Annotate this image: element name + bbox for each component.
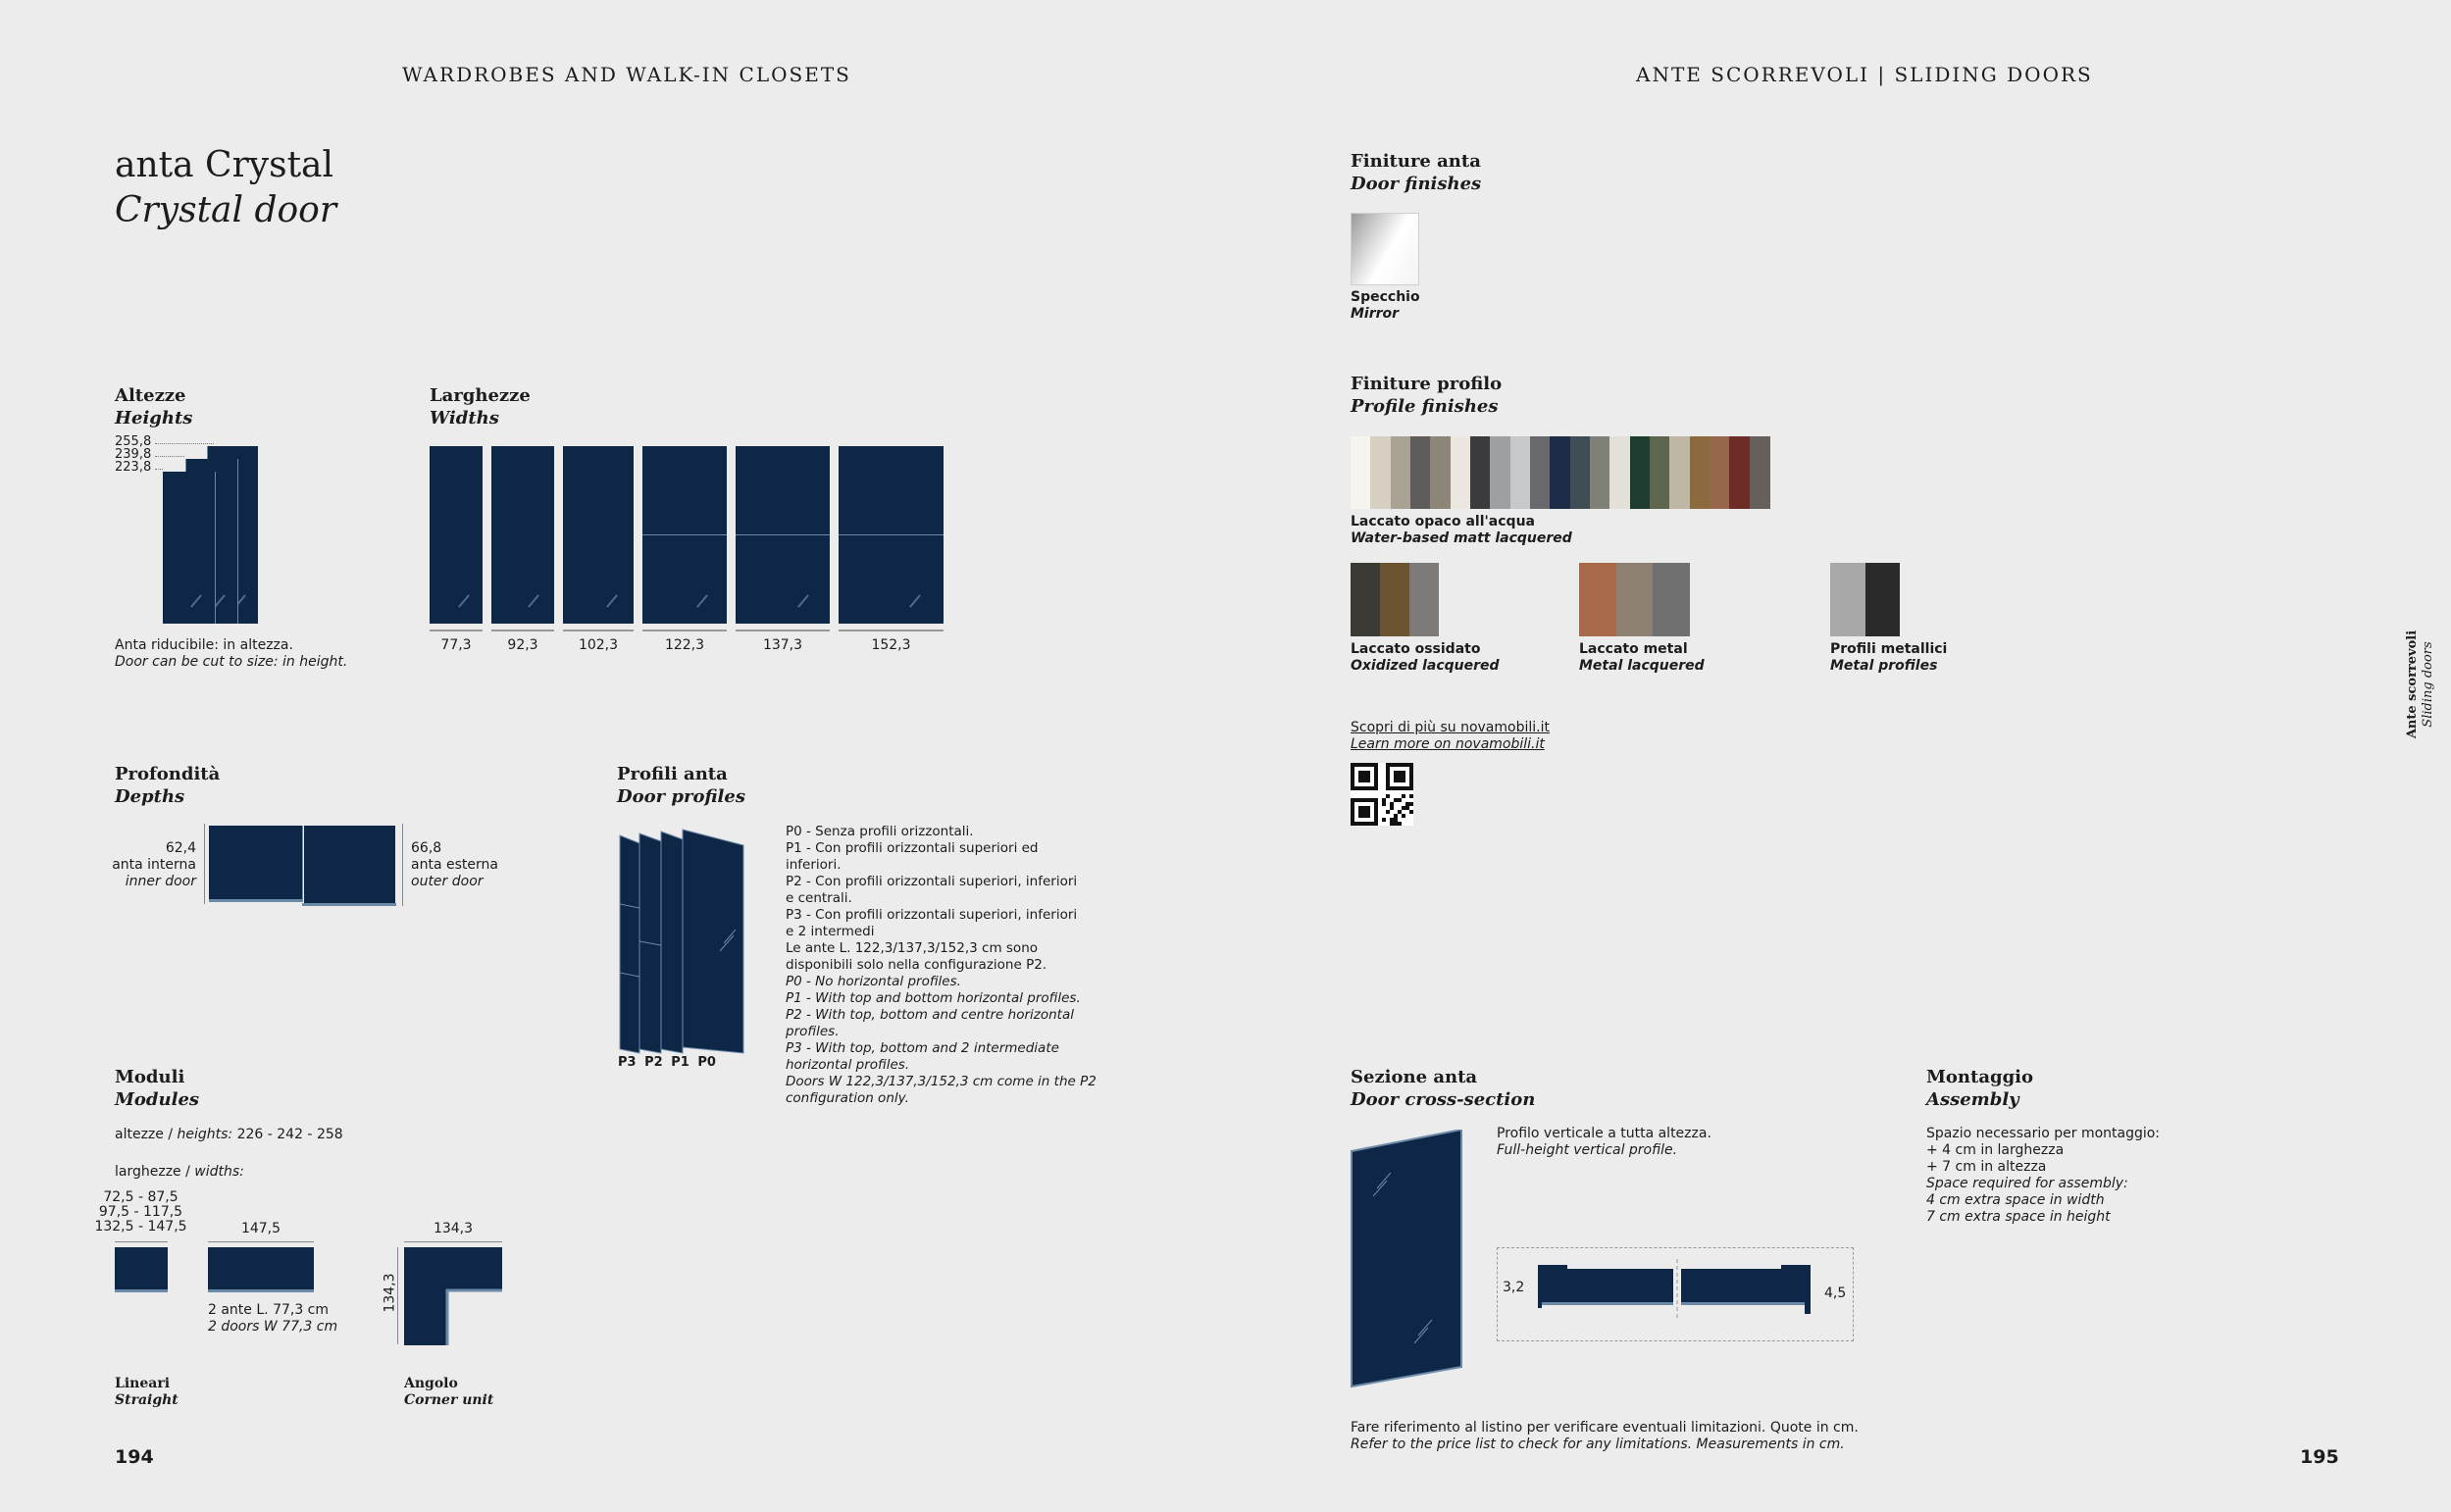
- qr-finder: [1358, 771, 1370, 782]
- corner-height: 134,3: [382, 1273, 398, 1313]
- height-values: [115, 435, 151, 474]
- door-finishes-heading: [1351, 150, 1481, 195]
- profiles-text-en: configuration only.: [786, 1090, 909, 1106]
- metal-profiles-swatch-strip: [1830, 563, 1900, 636]
- modules-widths-en: widths:: [194, 1164, 244, 1180]
- door-finishes-label-en: Door finishes: [1351, 174, 1482, 194]
- profile-door-p3: [620, 835, 639, 1053]
- corner-label: [404, 1376, 493, 1409]
- oxidized-label-it: Laccato ossidato: [1351, 641, 1481, 657]
- qr-code[interactable]: [1351, 763, 1413, 826]
- color-swatch: [1865, 563, 1901, 636]
- mirror-swatch: [1351, 213, 1419, 285]
- profiles-text-it: P0 - Senza profili orizzontali.: [786, 824, 974, 839]
- height-value: 255,8: [115, 434, 152, 449]
- modules-label-it: Moduli: [115, 1067, 185, 1087]
- profile-code: P3: [618, 1055, 637, 1070]
- metal-label-en: Metal lacquered: [1579, 658, 1705, 674]
- color-swatch: [1451, 436, 1471, 509]
- page-number-left: 194: [115, 1446, 154, 1468]
- qr-module: [1386, 794, 1390, 798]
- color-swatch: [1510, 436, 1531, 509]
- side-tab: [2405, 616, 2440, 753]
- depth-outer-track: [302, 903, 396, 906]
- modules-widths-it: larghezze /: [115, 1164, 195, 1180]
- qr-finder: [1358, 806, 1370, 818]
- footer-note-en: Refer to the price list to check for any limitations. Measurements in cm.: [1351, 1436, 1845, 1452]
- heights-label-en: Heights: [115, 408, 193, 428]
- qr-module: [1409, 794, 1413, 798]
- profile-door-p0: [683, 830, 743, 1053]
- section-note-it: Profilo verticale a tutta altezza.: [1497, 1126, 1711, 1141]
- color-swatch: [1830, 563, 1865, 636]
- profiles-label-en: Door profiles: [617, 786, 745, 807]
- profiles-label-it: Profili anta: [617, 764, 728, 784]
- depth-outer-value: 66,8: [411, 840, 442, 856]
- module-double: [208, 1247, 314, 1289]
- side-tab-it: Ante scorrevoli: [2405, 630, 2420, 739]
- qr-module: [1382, 802, 1386, 806]
- height-leader: [155, 443, 214, 444]
- depth-outer-door: [304, 826, 395, 903]
- qr-module: [1390, 806, 1394, 810]
- assembly-line-en: 4 cm extra space in width: [1926, 1192, 2105, 1208]
- corner-label-en: Corner unit: [404, 1392, 494, 1408]
- profiles-text-en: P1 - With top and bottom horizontal profiles.: [786, 990, 1081, 1006]
- door-width-92: [491, 446, 554, 624]
- mirror-label: [1351, 289, 1420, 323]
- color-swatch: [1630, 436, 1651, 509]
- section-door-illustration: [1350, 1130, 1467, 1388]
- oxidized-label-en: Oxidized lacquered: [1351, 658, 1500, 674]
- modules-heights: [115, 1127, 343, 1143]
- width-value: 122,3: [664, 637, 705, 653]
- single-width-rule: [115, 1241, 168, 1242]
- depth-outer-en: outer door: [411, 874, 484, 889]
- profile-panel-left: [1542, 1269, 1673, 1302]
- depth-inner-door: [209, 826, 303, 899]
- assembly-line-en: 7 cm extra space in height: [1926, 1209, 2111, 1225]
- side-tab-en: Sliding doors: [2421, 641, 2435, 728]
- color-swatch: [1579, 563, 1616, 636]
- color-swatch: [1729, 436, 1750, 509]
- profiles-text-it: disponibili solo nella configurazione P2.: [786, 957, 1047, 973]
- assembly-text: [1926, 1126, 2160, 1226]
- profiles-text-it: Le ante L. 122,3/137,3/152,3 cm sono: [786, 940, 1039, 956]
- straight-label: [115, 1376, 179, 1409]
- double-width-rule: [208, 1241, 314, 1242]
- color-swatch: [1351, 563, 1380, 636]
- heights-note: [115, 637, 347, 671]
- widths-label-en: Widths: [430, 408, 499, 428]
- metal-label: [1579, 641, 1705, 675]
- matt-label-en: Water-based matt lacquered: [1351, 530, 1572, 546]
- profile-door-p1: [661, 832, 683, 1053]
- double-width: 147,5: [240, 1221, 281, 1236]
- profiles-text-it: e 2 intermedi: [786, 924, 875, 939]
- assembly-label-en: Assembly: [1926, 1089, 2019, 1110]
- corner-shape: [404, 1247, 502, 1345]
- depth-inner: [98, 840, 196, 890]
- door-width-137: [736, 446, 830, 624]
- assembly-line-it: + 7 cm in altezza: [1926, 1159, 2047, 1175]
- profiles-text-it: P3 - Con profili orizzontali superiori, inferiori: [786, 907, 1078, 923]
- width-rule: [491, 630, 554, 631]
- more-info-link-en[interactable]: Learn more on novamobili.it: [1351, 736, 1545, 752]
- depth-outer-it: anta esterna: [411, 857, 498, 873]
- door-height-223: [163, 472, 216, 624]
- profiles-illustration: [616, 826, 753, 1061]
- width-value: 77,3: [440, 637, 472, 653]
- width-rule: [642, 630, 727, 631]
- modules-heights-values: 226 - 242 - 258: [232, 1127, 343, 1142]
- section-label-en: Door cross-section: [1351, 1089, 1536, 1110]
- single-width: 132,5 - 147,5: [94, 1219, 187, 1235]
- straight-label-it: Lineari: [115, 1376, 171, 1391]
- section-note-en: Full-height vertical profile.: [1497, 1142, 1678, 1158]
- profile-track: [1681, 1302, 1805, 1305]
- more-info-link-it[interactable]: Scopri di più su novamobili.it: [1351, 720, 1550, 735]
- metal-label-it: Laccato metal: [1579, 641, 1688, 657]
- assembly-line-en: Space required for assembly:: [1926, 1176, 2128, 1191]
- profile-codes: [618, 1055, 716, 1070]
- profile-cap: [1538, 1265, 1567, 1269]
- assembly-line-it: + 4 cm in larghezza: [1926, 1142, 2065, 1158]
- depths-heading: [115, 763, 220, 808]
- profiles-text-en: horizontal profiles.: [786, 1057, 910, 1073]
- heights-note-en: Door can be cut to size: in height.: [115, 654, 348, 670]
- depths-label-en: Depths: [115, 786, 185, 807]
- profiles-text-en: P2 - With top, bottom and centre horizontal: [786, 1007, 1074, 1023]
- height-value: 239,8: [115, 447, 152, 462]
- page-number-right: 195: [2300, 1446, 2339, 1468]
- color-swatch: [1710, 436, 1730, 509]
- depth-inner-en: inner door: [125, 874, 196, 889]
- profile-code: P2: [644, 1055, 663, 1070]
- module-double-track: [208, 1289, 314, 1292]
- profile-code: P0: [697, 1055, 716, 1070]
- metal-profiles-label: [1830, 641, 1947, 675]
- footer-note-it: Fare riferimento al listino per verificare eventuali limitazioni. Quote in cm.: [1351, 1420, 1859, 1436]
- width-value: 92,3: [507, 637, 538, 653]
- corner-track: [447, 1290, 502, 1345]
- door-width-102: [563, 446, 634, 624]
- single-width: 97,5 - 117,5: [98, 1204, 183, 1220]
- running-head-left: WARDROBES AND WALK-IN CLOSETS: [402, 63, 851, 86]
- assembly-line-it: Spazio necessario per montaggio:: [1926, 1126, 2161, 1141]
- qr-module: [1382, 818, 1386, 822]
- double-note-en: 2 doors W 77,3 cm: [208, 1319, 338, 1335]
- double-note-it: 2 ante L. 77,3 cm: [208, 1302, 330, 1318]
- title-en: Crystal door: [115, 190, 337, 230]
- profile-finishes-label-it: Finiture profilo: [1351, 374, 1503, 394]
- qr-module: [1398, 798, 1402, 802]
- matt-label: [1351, 514, 1572, 547]
- single-widths: [94, 1190, 187, 1235]
- single-width: 72,5 - 87,5: [103, 1189, 179, 1205]
- profile-cap: [1781, 1265, 1811, 1269]
- assembly-label-it: Montaggio: [1926, 1067, 2034, 1087]
- section-profile-drawing: [1530, 1255, 1824, 1334]
- corner-width-rule: [404, 1241, 502, 1242]
- profiles-text-it: inferiori.: [786, 857, 842, 873]
- section-dim-right: 4,5: [1824, 1285, 1847, 1301]
- depth-inner-value: 62,4: [165, 840, 196, 856]
- door-width-152: [839, 446, 944, 624]
- metal-swatch-strip: [1579, 563, 1690, 636]
- qr-module: [1398, 822, 1402, 826]
- color-swatch: [1430, 436, 1451, 509]
- metal-profiles-label-it: Profili metallici: [1830, 641, 1948, 657]
- corner-width: 134,3: [433, 1221, 474, 1236]
- color-swatch: [1616, 563, 1654, 636]
- module-single-track: [115, 1289, 168, 1292]
- profile-finishes-label-en: Profile finishes: [1351, 396, 1499, 417]
- heights-label-it: Altezze: [115, 385, 186, 406]
- profile-track: [1542, 1302, 1673, 1305]
- color-swatch: [1669, 436, 1690, 509]
- height-leader: [155, 469, 163, 470]
- depths-label-it: Profondità: [115, 764, 221, 784]
- oxidized-swatch-strip: [1351, 563, 1439, 636]
- width-rule: [736, 630, 830, 631]
- matt-swatch-strip: [1351, 436, 1769, 509]
- profiles-description: [786, 824, 1097, 1107]
- depth-outer: [411, 840, 498, 890]
- qr-module: [1409, 810, 1413, 814]
- footer-note: [1351, 1420, 1859, 1453]
- widths-label-it: Larghezze: [430, 385, 531, 406]
- profile-code: P1: [671, 1055, 689, 1070]
- modules-heights-it: altezze /: [115, 1127, 178, 1142]
- modules-heights-en: heights:: [177, 1127, 233, 1142]
- width-value: 137,3: [762, 637, 803, 653]
- color-swatch: [1370, 436, 1391, 509]
- double-note: [208, 1302, 337, 1336]
- height-leader: [155, 456, 184, 457]
- profiles-text-it: P2 - Con profili orizzontali superiori, inferiori: [786, 874, 1078, 889]
- running-head-right: ANTE SCORREVOLI | SLIDING DOORS: [1636, 63, 2093, 86]
- color-swatch: [1351, 436, 1371, 509]
- section-door: [1352, 1130, 1461, 1386]
- corner-label-it: Angolo: [404, 1376, 458, 1391]
- door-width-122: [642, 446, 727, 624]
- color-swatch: [1750, 436, 1770, 509]
- straight-label-en: Straight: [115, 1392, 179, 1408]
- module-single: [115, 1247, 168, 1289]
- page-title: [115, 143, 336, 233]
- depth-rule-left: [204, 824, 205, 904]
- profile-end-left: [1538, 1265, 1542, 1308]
- width-rule: [430, 630, 483, 631]
- color-swatch: [1380, 563, 1409, 636]
- mirror-label-it: Specchio: [1351, 289, 1420, 305]
- color-swatch: [1409, 563, 1439, 636]
- section-note: [1497, 1126, 1711, 1159]
- profile-end-right: [1805, 1265, 1811, 1314]
- profiles-text-it: P1 - Con profili orizzontali superiori ed: [786, 840, 1039, 856]
- color-swatch: [1609, 436, 1630, 509]
- heights-note-it: Anta riducibile: in altezza.: [115, 637, 293, 653]
- door-width-77: [430, 446, 483, 624]
- color-swatch: [1590, 436, 1610, 509]
- section-label-it: Sezione anta: [1351, 1067, 1478, 1087]
- heights-heading: [115, 384, 192, 429]
- profiles-text-en: Doors W 122,3/137,3/152,3 cm come in the P2: [786, 1074, 1097, 1089]
- profiles-text-en: profiles.: [786, 1024, 840, 1039]
- oxidized-label: [1351, 641, 1500, 675]
- door-finishes-label-it: Finiture anta: [1351, 151, 1481, 172]
- profiles-heading: [617, 763, 745, 808]
- color-swatch: [1490, 436, 1510, 509]
- color-swatch: [1550, 436, 1570, 509]
- metal-profiles-label-en: Metal profiles: [1830, 658, 1938, 674]
- width-rule: [839, 630, 944, 631]
- modules-widths: [115, 1164, 244, 1181]
- title-it: anta Crystal: [115, 145, 334, 185]
- depth-inner-it: anta interna: [112, 857, 196, 873]
- color-swatch: [1391, 436, 1411, 509]
- section-dim-left: 3,2: [1503, 1280, 1525, 1295]
- depth-rule-right: [402, 824, 403, 906]
- section-heading: [1351, 1066, 1535, 1111]
- height-value: 223,8: [115, 460, 152, 475]
- profiles-text-en: P3 - With top, bottom and 2 intermediate: [786, 1040, 1059, 1056]
- qr-finder: [1394, 771, 1405, 782]
- qr-module: [1402, 814, 1405, 818]
- more-info: [1351, 720, 1550, 753]
- module-corner: [404, 1247, 502, 1345]
- profiles-text-en: P0 - No horizontal profiles.: [786, 974, 961, 989]
- color-swatch: [1470, 436, 1491, 509]
- modules-label-en: Modules: [115, 1089, 200, 1110]
- color-swatch: [1530, 436, 1551, 509]
- width-value: 152,3: [871, 637, 911, 653]
- matt-label-it: Laccato opaco all'acqua: [1351, 514, 1535, 529]
- color-swatch: [1570, 436, 1591, 509]
- qr-module: [1409, 802, 1413, 806]
- qr-module: [1402, 794, 1405, 798]
- profile-finishes-heading: [1351, 373, 1502, 418]
- depth-inner-track: [209, 899, 303, 902]
- qr-module: [1386, 810, 1390, 814]
- mirror-label-en: Mirror: [1351, 306, 1400, 322]
- width-value: 102,3: [578, 637, 619, 653]
- color-swatch: [1690, 436, 1711, 509]
- color-swatch: [1410, 436, 1431, 509]
- modules-heading: [115, 1066, 199, 1111]
- profile-panel-right: [1681, 1269, 1805, 1302]
- profiles-text-it: e centrali.: [786, 890, 852, 906]
- widths-heading: [430, 384, 531, 429]
- width-rule: [563, 630, 634, 631]
- color-swatch: [1650, 436, 1670, 509]
- color-swatch: [1653, 563, 1690, 636]
- assembly-heading: [1926, 1066, 2033, 1111]
